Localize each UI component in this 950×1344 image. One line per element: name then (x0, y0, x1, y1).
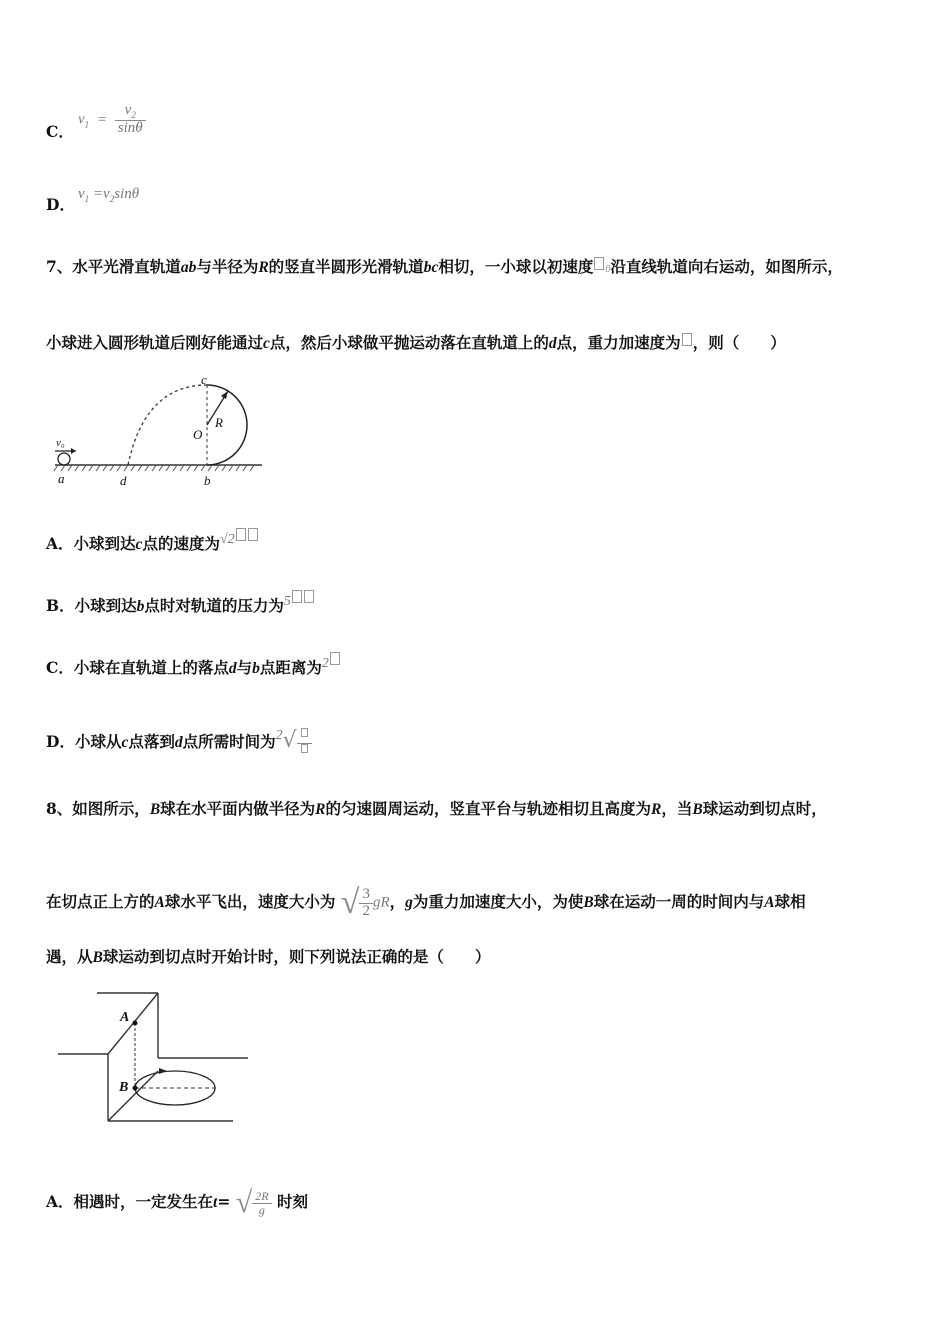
option-d (46, 193, 75, 215)
svg-text:d: d (120, 473, 127, 488)
circular-orbit (135, 1071, 215, 1105)
ball-b (133, 1086, 138, 1091)
q7-option-d: D．小球从c点落到d点所需时间为2√ (46, 728, 312, 758)
svg-text:b: b (204, 473, 211, 488)
q8-line2: 在切点正上方的A球水平飞出，速度大小为 √ $\frac{3}{2}$ gR，g为重力加速度大小，为使B球在运动一周的时间内与A球相 (46, 884, 806, 921)
q7-figure (50, 375, 270, 490)
speed-formula: √ $\frac{3}{2}$ gR (340, 884, 390, 921)
placeholder-box (330, 652, 340, 665)
q8-figure (55, 988, 255, 1128)
placeholder-box (301, 728, 308, 737)
placeholder-box (301, 744, 308, 753)
placeholder-box (292, 590, 302, 603)
q7-option-c: C．小球在直轨道上的落点d与b点距离为2 (46, 652, 341, 678)
projectile-path (128, 385, 207, 465)
q7-option-b: B．小球到达b点时对轨道的压力为5 (46, 590, 315, 616)
option-label: D． (46, 195, 75, 214)
svg-text:c: c (201, 375, 207, 387)
ball (58, 453, 70, 465)
svg-text:R: R (215, 415, 223, 430)
svg-text:O: O (193, 427, 203, 442)
ball-a (133, 1021, 138, 1026)
q7-option-a: A．小球到达c点的速度为√2 (46, 528, 259, 554)
q8-line3: 遇，从B球运动到切点时开始计时，则下列说法正确的是（ ） (46, 947, 491, 966)
q7-line1: 7、水平光滑直轨道ab与半径为R的竖直半圆形光滑轨道bc相切，一小球以初速度 0沿直线轨道向右运动，如图所示， (46, 257, 843, 276)
placeholder-box (304, 590, 314, 603)
option-d-formula: $v_1 =v_2\sin\theta$ (78, 186, 140, 204)
svg-text:a: a (58, 471, 65, 486)
ground-hatching (54, 465, 254, 471)
option-label: C． (46, 122, 74, 141)
q8-line1: 8、如图所示，B球在水平面内做半径为R的匀速圆周运动，竖直平台与轨迹相切且高度为R，当B球运动到切点时， (46, 799, 827, 818)
q7-line2: 小球进入圆形轨道后刚好能通过c点，然后小球做平抛运动落在直轨道上的d点，重力加速度为 ，则（ ） (46, 333, 786, 352)
q8-option-a: A．相遇时，一定发生在t= √ $\frac{2R}{g}$ 时刻 (46, 1186, 308, 1219)
svg-text:A: A (120, 1010, 130, 1025)
placeholder-box (248, 528, 258, 541)
svg-text:B: B (119, 1080, 129, 1095)
placeholder-box (236, 528, 246, 541)
option-c-formula: $v_1$ = $\frac{v_2}{\sin\theta}$ (78, 103, 146, 137)
option-c (46, 120, 74, 142)
placeholder-box (594, 257, 604, 270)
placeholder-box (682, 333, 692, 346)
semicircle-track (207, 385, 247, 465)
svg-text:v₀: v₀ (56, 437, 65, 449)
